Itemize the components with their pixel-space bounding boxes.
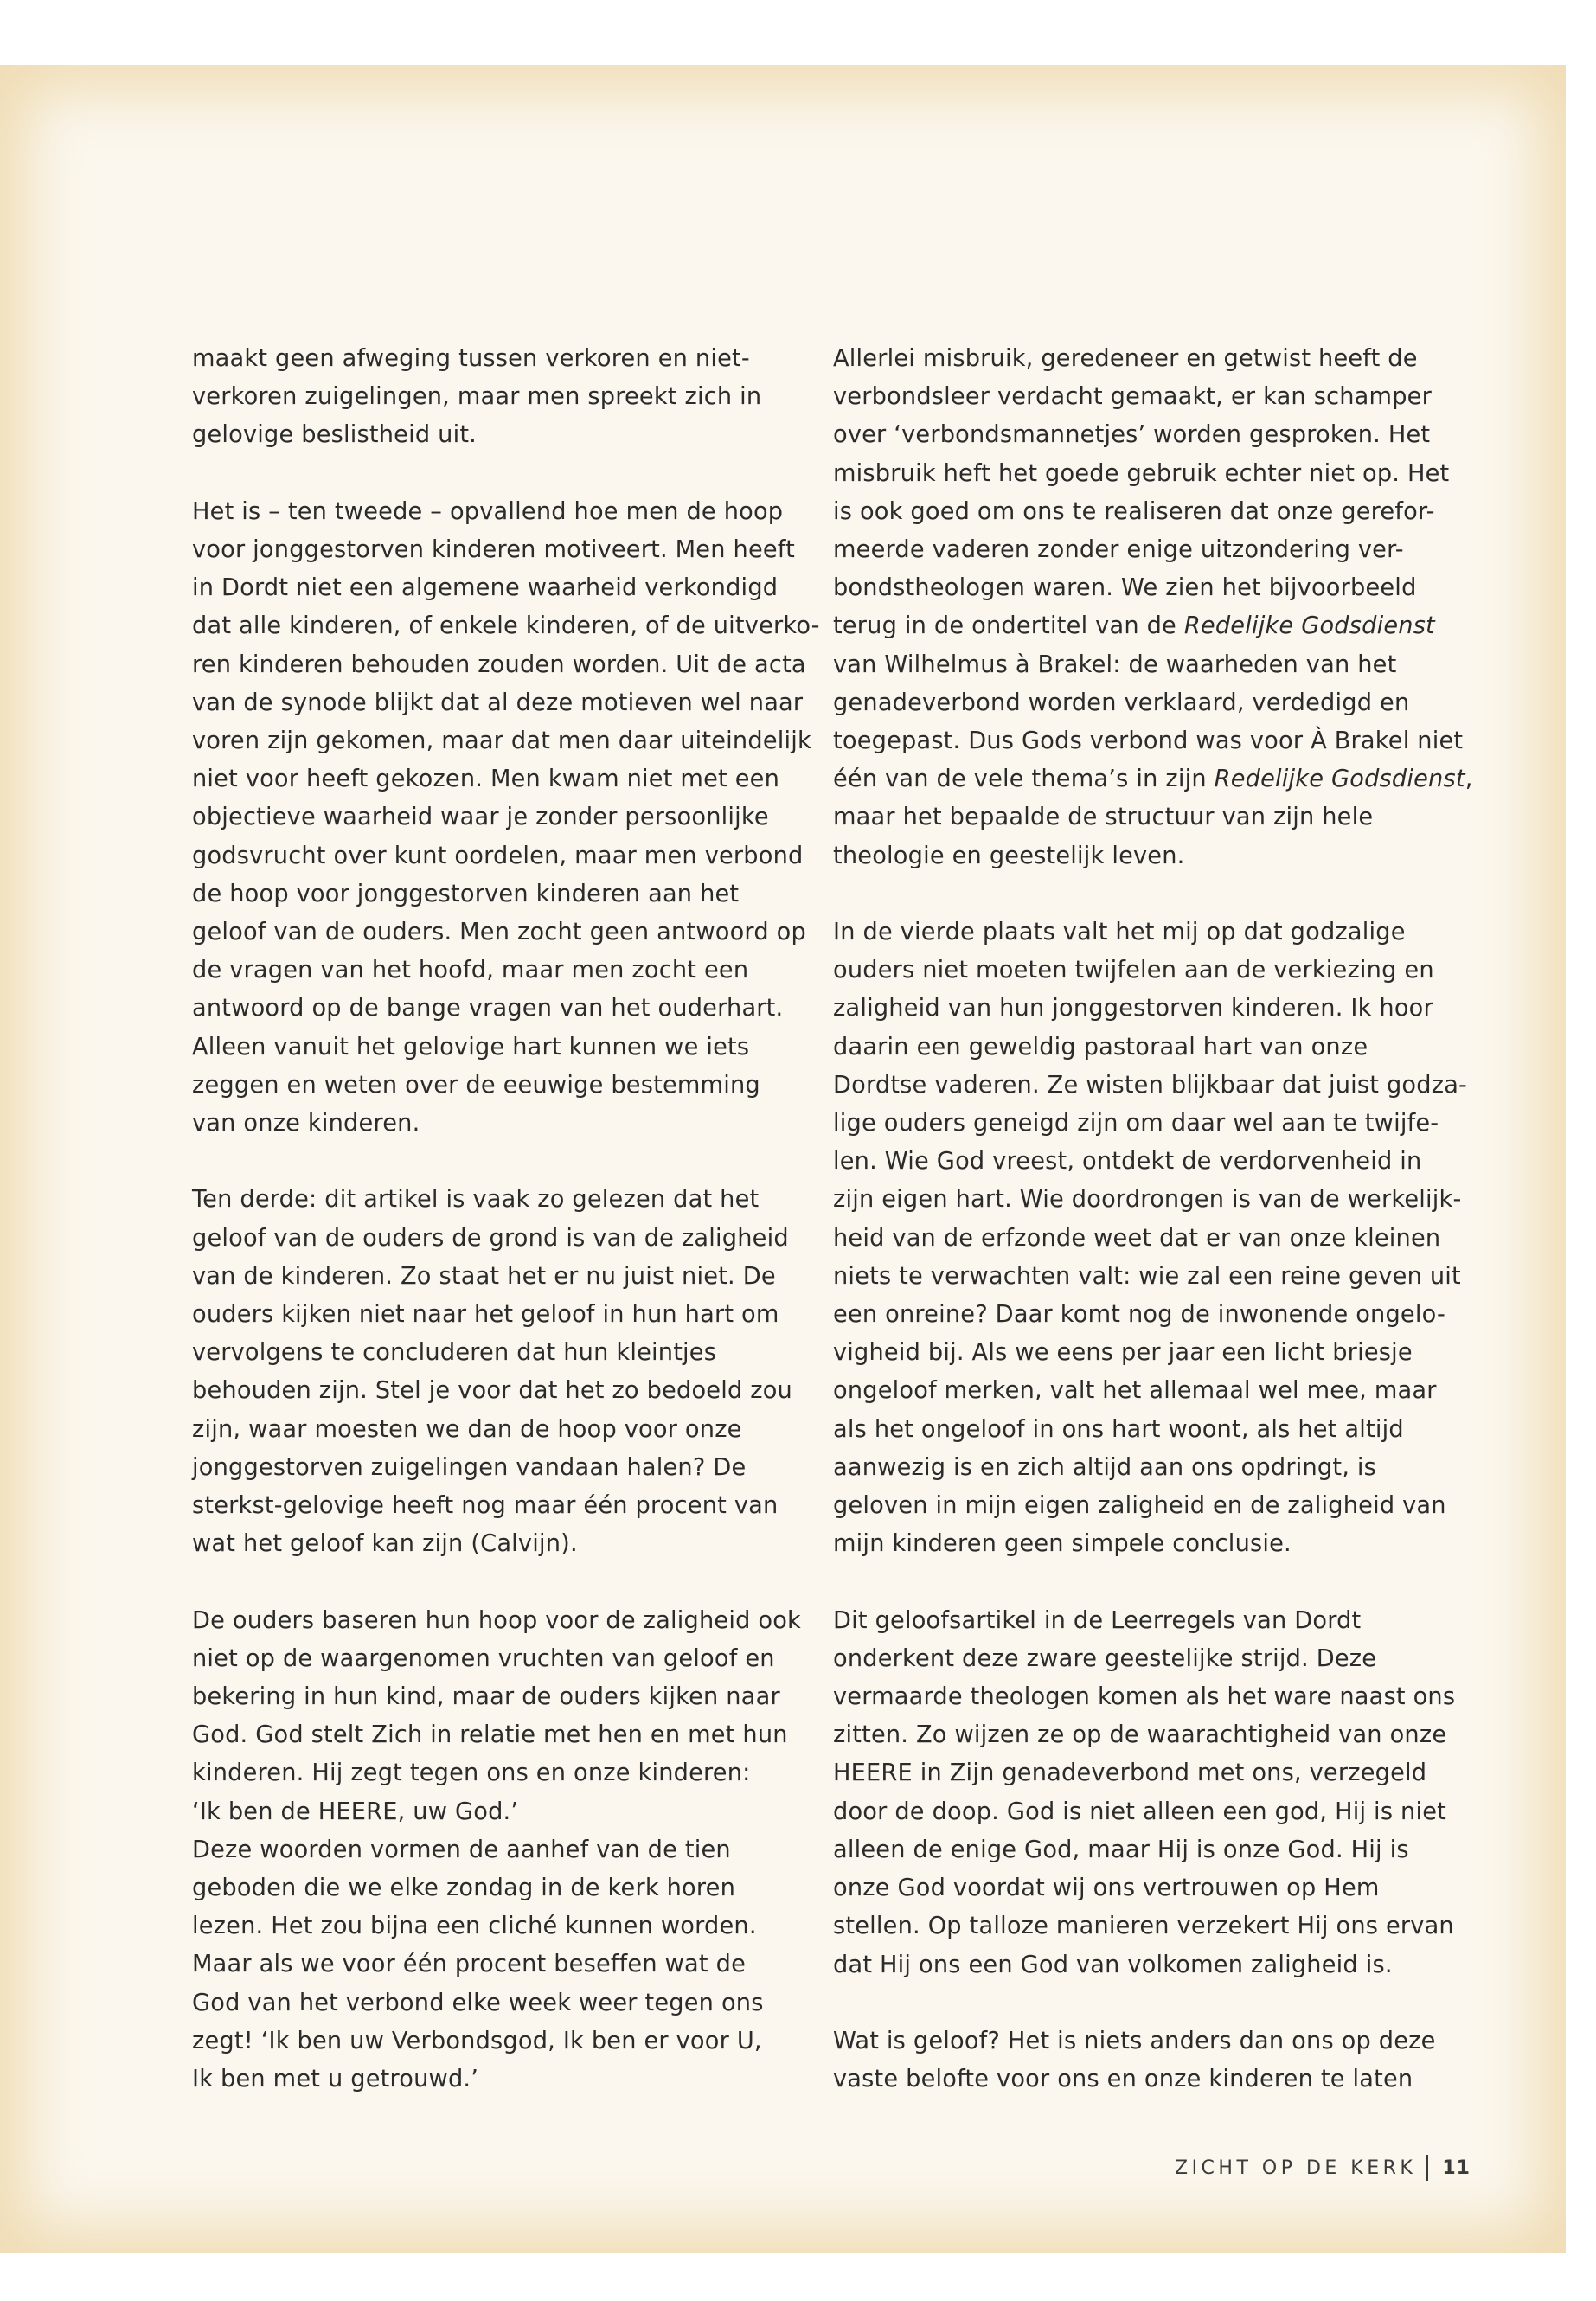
text-line: Ik ben met u getrouwd.’ bbox=[192, 2066, 479, 2093]
paragraph bbox=[192, 1181, 792, 1563]
text-line: geloof van de ouders de grond is van de zaligheid bbox=[192, 1224, 789, 1252]
text-line: daarin een geweldig pastoraal hart van onze bbox=[833, 1033, 1368, 1061]
text-line: ‘Ik ben de HEERE, uw God.’ bbox=[192, 1798, 519, 1825]
text-line: van de kinderen. Zo staat het er nu juist niet. De bbox=[192, 1262, 776, 1290]
text-run: één van de vele thema’s in zijn bbox=[833, 766, 1215, 793]
paragraph bbox=[192, 1602, 801, 2099]
text-line: Dit geloofsartikel in de Leerregels van Dordt bbox=[833, 1606, 1362, 1634]
text-line: geloven in mijn eigen zaligheid en de zaligheid van bbox=[833, 1492, 1446, 1520]
paragraph bbox=[833, 1602, 1456, 1984]
text-line: dat Hij ons een God van volkomen zaligheid is. bbox=[833, 1951, 1393, 1978]
left-column bbox=[192, 340, 820, 2099]
text-line: bekering in hun kind, maar de ouders kijken naar bbox=[192, 1683, 780, 1711]
text-line: geloof van de ouders. Men zocht geen antwoord op bbox=[192, 919, 806, 946]
text-line: de hoop voor jonggestorven kinderen aan het bbox=[192, 880, 740, 907]
text-line: maakt geen afweging tussen verkoren en niet- bbox=[192, 345, 750, 372]
paragraph bbox=[192, 340, 780, 455]
text-line: zaligheid van hun jonggestorven kinderen. Ik hoor bbox=[833, 995, 1433, 1022]
text-line: niets te verwachten valt: wie zal een reine geven uit bbox=[833, 1262, 1461, 1290]
text-line: Deze woorden vormen de aanhef van de tien bbox=[192, 1836, 731, 1863]
text-line bbox=[833, 760, 1473, 798]
text-line: In de vierde plaats valt het mij op dat godzalige bbox=[833, 919, 1406, 946]
text-line: niet voor heeft gekozen. Men kwam niet met een bbox=[192, 766, 780, 793]
text-line: Maar als we voor één procent beseffen wat de bbox=[192, 1951, 747, 1978]
text-line: van onze kinderen. bbox=[192, 1110, 420, 1138]
text-line: gelovige beslistheid uit. bbox=[192, 421, 478, 449]
book-title: Redelijke Godsdienst bbox=[1183, 612, 1435, 640]
text-line: van Wilhelmus à Brakel: de waarheden van het bbox=[833, 651, 1397, 678]
text-line: len. Wie God vreest, ontdekt de verdorvenheid in bbox=[833, 1148, 1422, 1176]
text-line: dat alle kinderen, of enkele kinderen, of de uitverko- bbox=[192, 612, 820, 640]
text-line: theologie en geestelijk leven. bbox=[833, 842, 1185, 869]
text-line: vermaarde theologen komen als het ware naast ons bbox=[833, 1683, 1456, 1711]
text-line: Alleen vanuit het gelovige hart kunnen we iets bbox=[192, 1033, 750, 1061]
text-line: een onreine? Daar komt nog de inwonende ongelo- bbox=[833, 1301, 1445, 1329]
paragraph bbox=[833, 2022, 1436, 2099]
text-run: , bbox=[1465, 766, 1473, 793]
text-line: antwoord op de bange vragen van het ouderhart. bbox=[192, 995, 784, 1022]
text-line: de vragen van het hoofd, maar men zocht een bbox=[192, 957, 749, 984]
text-line: is ook goed om ons te realiseren dat onze gerefor- bbox=[833, 497, 1435, 525]
text-line: verbondsleer verdacht gemaakt, er kan schamper bbox=[833, 383, 1432, 411]
text-line: Het is – ten tweede – opvallend hoe men de hoop bbox=[192, 497, 784, 525]
text-line: in Dordt niet een algemene waarheid verkondigd bbox=[192, 574, 779, 602]
text-line: alleen de enige God, maar Hij is onze God. Hij is bbox=[833, 1836, 1409, 1863]
text-line: ouders kijken niet naar het geloof in hun hart om bbox=[192, 1301, 779, 1329]
text-line: mijn kinderen geen simpele conclusie. bbox=[833, 1530, 1292, 1558]
text-line: vaste belofte voor ons en onze kinderen te laten bbox=[833, 2066, 1413, 2093]
text-line: HEERE in Zijn genadeverbond met ons, verzegeld bbox=[833, 1759, 1427, 1787]
text-line: zeggen en weten over de eeuwige bestemming bbox=[192, 1071, 760, 1099]
text-line: godsvrucht over kunt oordelen, maar men verbond bbox=[192, 842, 804, 869]
text-line: wat het geloof kan zijn (Calvijn). bbox=[192, 1530, 578, 1558]
text-line: verkoren zuigelingen, maar men spreekt zich in bbox=[192, 383, 762, 411]
text-line: God. God stelt Zich in relatie met hen en met hun bbox=[192, 1721, 788, 1749]
paragraph bbox=[192, 493, 820, 1143]
text-line: kinderen. Hij zegt tegen ons en onze kinderen: bbox=[192, 1759, 751, 1787]
text-line: ren kinderen behouden zouden worden. Uit de acta bbox=[192, 651, 806, 678]
text-line: vigheid bij. Als we eens per jaar een licht briesje bbox=[833, 1339, 1413, 1367]
text-line: Allerlei misbruik, geredeneer en getwist heeft de bbox=[833, 345, 1418, 372]
text-line: bondstheologen waren. We zien het bijvoorbeeld bbox=[833, 574, 1417, 602]
text-line: vervolgens te concluderen dat hun kleintjes bbox=[192, 1339, 717, 1367]
text-line: toegepast. Dus Gods verbond was voor À Brakel niet bbox=[833, 727, 1464, 755]
text-line: zijn, waar moesten we dan de hoop voor onze bbox=[192, 1415, 742, 1443]
text-line: onderkent deze zware geestelijke strijd. Deze bbox=[833, 1644, 1377, 1672]
page-footer bbox=[1175, 2155, 1471, 2181]
text-line: onze God voordat wij ons vertrouwen op Hem bbox=[833, 1875, 1380, 1902]
text-line: aanwezig is en zich altijd aan ons opdringt, is bbox=[833, 1453, 1377, 1481]
text-line: misbruik heft het goede gebruik echter niet op. Het bbox=[833, 459, 1450, 487]
text-line: Dordtse vaderen. Ze wisten blijkbaar dat juist godza- bbox=[833, 1071, 1468, 1099]
text-line: heid van de erfzonde weet dat er van onze kleinen bbox=[833, 1224, 1441, 1252]
text-line: zijn eigen hart. Wie doordrongen is van de werkelijk- bbox=[833, 1186, 1462, 1214]
page-number: 11 bbox=[1442, 2157, 1471, 2179]
text-line: maar het bepaalde de structuur van zijn hele bbox=[833, 804, 1374, 831]
text-line: meerde vaderen zonder enige uitzondering ver- bbox=[833, 536, 1404, 564]
text-line: Ten derde: dit artikel is vaak zo gelezen dat het bbox=[192, 1186, 760, 1214]
text-line: Wat is geloof? Het is niets anders dan ons op deze bbox=[833, 2027, 1436, 2054]
text-line: sterkst-gelovige heeft nog maar één procent van bbox=[192, 1492, 779, 1520]
text-line: niet op de waargenomen vruchten van geloof en bbox=[192, 1644, 775, 1672]
text-line: objectieve waarheid waar je zonder persoonlijke bbox=[192, 804, 769, 831]
text-line: jonggestorven zuigelingen vandaan halen? De bbox=[192, 1453, 747, 1481]
text-line bbox=[833, 607, 1435, 645]
text-line: voren zijn gekomen, maar dat men daar uiteindelijk bbox=[192, 727, 811, 755]
text-line: voor jonggestorven kinderen motiveert. Men heeft bbox=[192, 536, 795, 563]
text-line: ongeloof merken, valt het allemaal wel mee, maar bbox=[833, 1377, 1437, 1405]
text-line: ouders niet moeten twijfelen aan de verkiezing en bbox=[833, 957, 1434, 984]
text-line: van de synode blijkt dat al deze motieven wel naar bbox=[192, 689, 804, 716]
text-line: door de doop. God is niet alleen een god, Hij is niet bbox=[833, 1798, 1446, 1825]
text-line: lezen. Het zou bijna een cliché kunnen worden. bbox=[192, 1913, 757, 1940]
footer-divider bbox=[1426, 2155, 1428, 2181]
text-line: als het ongeloof in ons hart woont, als het altijd bbox=[833, 1415, 1404, 1443]
right-column bbox=[833, 340, 1473, 2099]
text-line: De ouders baseren hun hoop voor de zaligheid ook bbox=[192, 1606, 801, 1634]
magazine-title: ZICHT OP DE KERK bbox=[1175, 2157, 1417, 2179]
text-line: zitten. Zo wijzen ze op de waarachtigheid van onze bbox=[833, 1721, 1447, 1749]
text-line: lige ouders geneigd zijn om daar wel aan te twijfe- bbox=[833, 1110, 1439, 1138]
text-line: behouden zijn. Stel je voor dat het zo bedoeld zou bbox=[192, 1377, 792, 1405]
text-line: God van het verbond elke week weer tegen ons bbox=[192, 1989, 764, 2016]
text-line: over ‘verbondsmannetjes’ worden gesproken. Het bbox=[833, 421, 1431, 449]
paragraph bbox=[833, 913, 1468, 1563]
text-line: stellen. Op talloze manieren verzekert Hij ons ervan bbox=[833, 1913, 1454, 1940]
text-line: zegt! ‘Ik ben uw Verbondsgod, Ik ben er voor U, bbox=[192, 2027, 762, 2054]
paragraph bbox=[833, 340, 1473, 875]
book-title: Redelijke Godsdienst bbox=[1214, 766, 1465, 793]
text-line: genadeverbond worden verklaard, verdedigd en bbox=[833, 689, 1410, 716]
text-line: geboden die we elke zondag in de kerk horen bbox=[192, 1875, 736, 1902]
text-run: terug in de ondertitel van de bbox=[833, 612, 1184, 640]
